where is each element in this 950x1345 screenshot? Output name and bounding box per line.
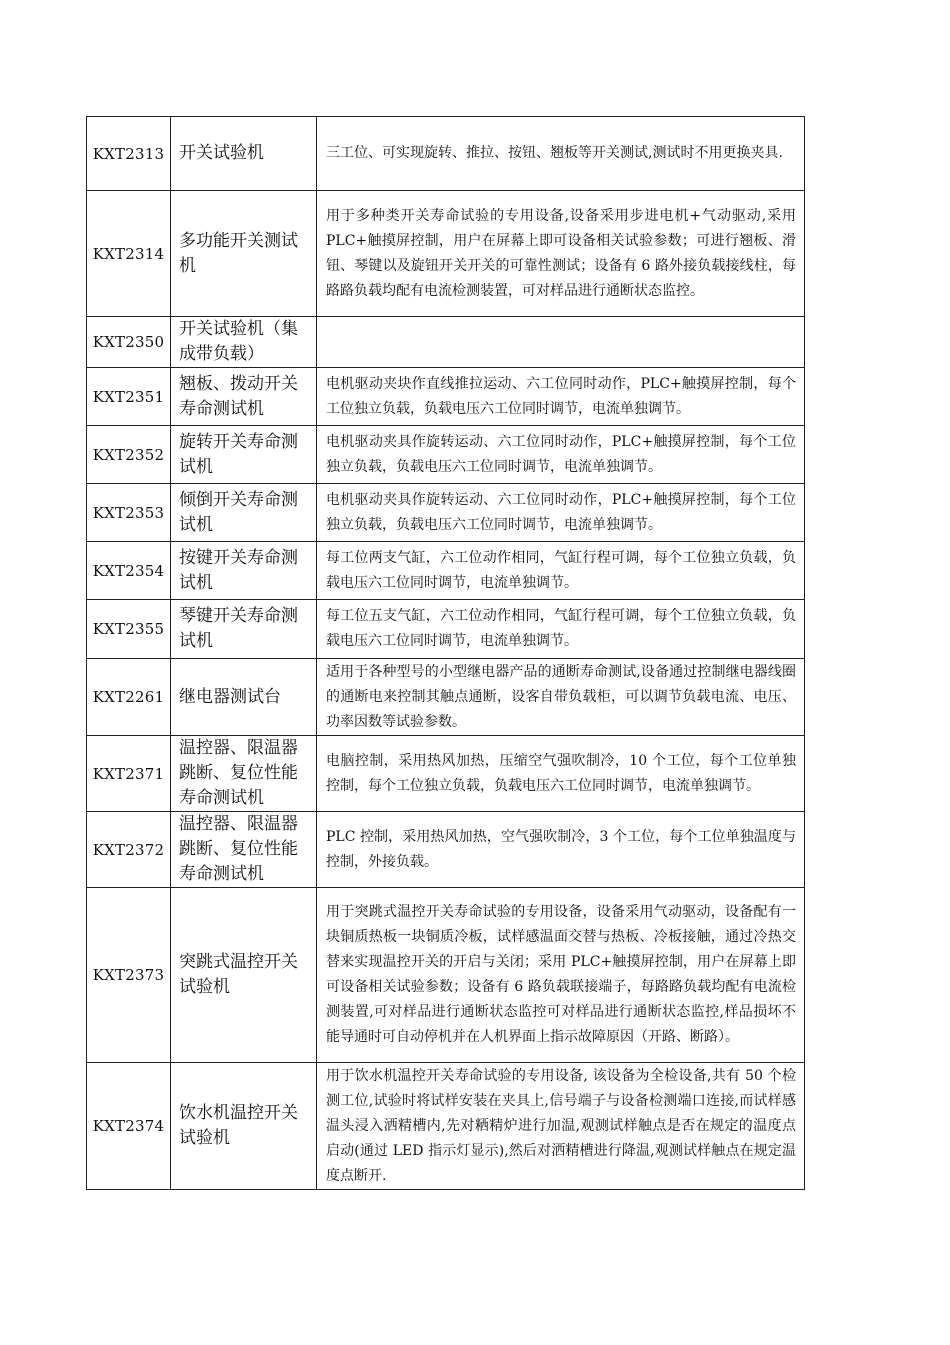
product-description: 电机驱动夹具作旋转运动、六工位同时动作，PLC+触摸屏控制，每个工位独立负载，负载电压六工位同时调节，电流单独调节。	[317, 484, 805, 542]
product-name: 旋转开关寿命测试机	[171, 426, 317, 484]
product-name: 开关试验机（集成带负载）	[171, 317, 317, 368]
product-name: 翘板、拨动开关寿命测试机	[171, 368, 317, 426]
product-name: 温控器、限温器跳断、复位性能寿命测试机	[171, 736, 317, 812]
table-row	[87, 812, 805, 888]
table-row	[87, 888, 805, 1063]
product-name: 按键开关寿命测试机	[171, 542, 317, 600]
table-row	[87, 317, 805, 368]
table-row	[87, 1063, 805, 1190]
product-description: 电机驱动夹具作旋转运动、六工位同时动作，PLC+触摸屏控制，每个工位独立负载，负载电压六工位同时调节，电流单独调节。	[317, 426, 805, 484]
product-name: 开关试验机	[171, 117, 317, 191]
product-description: PLC 控制，采用热风加热，空气强吹制冷，3 个工位，每个工位单独温度与控制，外接负载。	[317, 812, 805, 888]
product-code: KXT2374	[87, 1063, 171, 1190]
product-code: KXT2354	[87, 542, 171, 600]
product-description: 电脑控制，采用热风加热，压缩空气强吹制冷，10 个工位，每个工位单独控制，每个工位独立负载，负载电压六工位同时调节，电流单独调节。	[317, 736, 805, 812]
product-description: 用于多种类开关寿命试验的专用设备,设备采用步进电机+气动驱动,采用 PLC+触摸屏控制，用户在屏幕上即可设备相关试验参数；可进行翘板、滑钮、琴键以及旋钮开关开关的可靠性测试；设备有 6 路外接负载接线柱，每路路负载均配有电流检测装置，可对样品进行通断状态监控。	[317, 191, 805, 317]
product-name: 饮水机温控开关试验机	[171, 1063, 317, 1190]
product-spec-table	[86, 116, 805, 1190]
product-code: KXT2355	[87, 600, 171, 659]
table-row	[87, 736, 805, 812]
table-row	[87, 484, 805, 542]
product-code: KXT2313	[87, 117, 171, 191]
product-code: KXT2371	[87, 736, 171, 812]
table-row	[87, 117, 805, 191]
table-row	[87, 659, 805, 736]
product-description: 适用于各种型号的小型继电器产品的通断寿命测试,设备通过控制继电器线圈的通断电来控制其触点通断，设客自带负载柜，可以调节负载电流、电压、功率因数等试验参数。	[317, 659, 805, 736]
product-name: 琴键开关寿命测试机	[171, 600, 317, 659]
product-name: 多功能开关测试机	[171, 191, 317, 317]
table-row	[87, 368, 805, 426]
product-description: 三工位、可实现旋转、推拉、按钮、翘板等开关测试,测试时不用更换夹具.	[317, 117, 805, 191]
product-code: KXT2352	[87, 426, 171, 484]
table-row	[87, 542, 805, 600]
table-row	[87, 600, 805, 659]
table-row	[87, 426, 805, 484]
product-code: KXT2353	[87, 484, 171, 542]
product-description: 用于饮水机温控开关寿命试验的专用设备, 该设备为全检设备,共有 50 个检测工位,试验时将试样安装在夹具上,信号端子与设备检测端口连接,而试样感温头浸入洒精槽内,先对粞精炉进行加温,观测试样触点是否在规定的温度点启动(通过 LED 指示灯显示),然后对洒精槽进行降温,观测试样触点在规定温度点断开.	[317, 1063, 805, 1190]
product-description: 用于突跳式温控开关寿命试验的专用设备，设备采用气动驱动，设备配有一块铜质热板一块铜质冷板，试样感温面交替与热板、冷板接触，通过冷热交替来实现温控开关的开启与关闭；采用 PLC+触摸屏控制，用户在屏幕上即可设备相关试验参数；设备有 6 路负载联接端子，每路路负载均配有电流检测装置,可对样品进行通断状态监控可对样品进行通断状态监控,样品损坏不能导通时可自动停机并在人机界面上指示故障原因（开路、断路）。	[317, 888, 805, 1063]
product-name: 倾倒开关寿命测试机	[171, 484, 317, 542]
product-code: KXT2261	[87, 659, 171, 736]
product-code: KXT2351	[87, 368, 171, 426]
table-row	[87, 191, 805, 317]
product-code: KXT2372	[87, 812, 171, 888]
product-name: 温控器、限温器跳断、复位性能寿命测试机	[171, 812, 317, 888]
product-name: 突跳式温控开关试验机	[171, 888, 317, 1063]
product-description: 电机驱动夹块作直线推拉运动、六工位同时动作，PLC+触摸屏控制，每个工位独立负载，负载电压六工位同时调节，电流单独调节。	[317, 368, 805, 426]
product-description: 每工位两支气缸，六工位动作相同，气缸行程可调，每个工位独立负载，负载电压六工位同时调节，电流单独调节。	[317, 542, 805, 600]
product-description: 每工位五支气缸，六工位动作相同，气缸行程可调，每个工位独立负载，负载电压六工位同时调节，电流单独调节。	[317, 600, 805, 659]
product-code: KXT2350	[87, 317, 171, 368]
product-code: KXT2373	[87, 888, 171, 1063]
product-description	[317, 317, 805, 368]
product-code: KXT2314	[87, 191, 171, 317]
product-name: 继电器测试台	[171, 659, 317, 736]
